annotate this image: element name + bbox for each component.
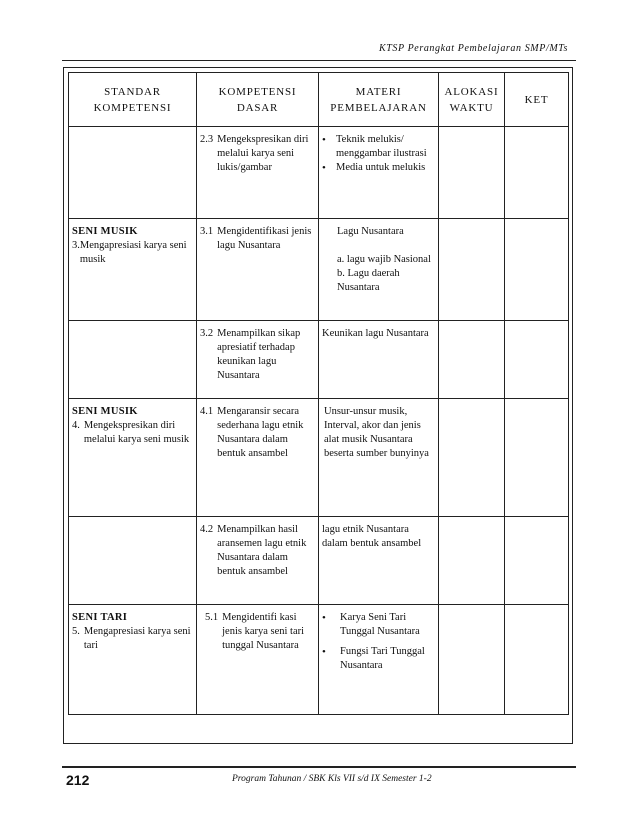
cell-kd bbox=[197, 605, 319, 715]
cell-sk bbox=[69, 605, 197, 715]
sk-text: Mengekspresikan diri melalui karya seni musik bbox=[83, 420, 190, 445]
cell-materi bbox=[319, 517, 439, 605]
kd-text: Mengidentifikasi jenis lagu Nusantara bbox=[217, 226, 312, 251]
cell-materi bbox=[319, 127, 439, 219]
kd-number: 3.2 bbox=[200, 328, 214, 339]
sk-text: Mengapresiasi karya seni musik bbox=[79, 240, 187, 265]
col-standar-line1: STANDAR bbox=[104, 85, 161, 98]
col-kompetensi-line1: KOMPETENSI bbox=[218, 85, 297, 98]
bullet-icon: • bbox=[322, 134, 326, 146]
cell-sk-empty bbox=[69, 321, 197, 399]
kd-number: 4.2 bbox=[200, 524, 214, 535]
table-row bbox=[69, 605, 569, 715]
running-header: KTSP Perangkat Pembelajaran SMP/MTs bbox=[378, 43, 568, 54]
sk-number: 3. bbox=[72, 240, 80, 251]
materi-item: b. Lagu daerah Nusantara bbox=[337, 268, 400, 293]
materi-item: Karya Seni Tari Tunggal Nusantara bbox=[340, 612, 420, 637]
kd-number: 3.1 bbox=[200, 226, 214, 237]
table-row bbox=[69, 127, 569, 219]
cell-materi bbox=[319, 399, 439, 517]
materi-heading: Lagu Nusantara bbox=[337, 226, 404, 237]
materi-item: Media untuk melukis bbox=[336, 162, 426, 173]
cell-kd bbox=[197, 517, 319, 605]
cell-alokasi bbox=[439, 127, 505, 219]
bullet-icon: • bbox=[322, 162, 326, 174]
col-kompetensi-dasar bbox=[197, 73, 319, 127]
materi-item: Teknik melukis/ menggambar ilustrasi bbox=[336, 134, 427, 159]
cell-materi bbox=[319, 321, 439, 399]
cell-kd bbox=[197, 219, 319, 321]
bullet-icon: • bbox=[322, 646, 326, 658]
cell-materi bbox=[319, 605, 439, 715]
cell-ket bbox=[505, 605, 569, 715]
col-alokasi-line2: WAKTU bbox=[449, 101, 494, 114]
list-item bbox=[322, 161, 434, 175]
table-row bbox=[69, 321, 569, 399]
kd-text: Menampilkan sikap apresiatif terhadap keunikan lagu Nusantara bbox=[217, 328, 301, 381]
cell-ket bbox=[505, 219, 569, 321]
table-row bbox=[69, 399, 569, 517]
sk-title: SENI MUSIK bbox=[72, 226, 138, 237]
cell-sk bbox=[69, 399, 197, 517]
list-item bbox=[322, 133, 434, 161]
materi-item: a. lagu wajib Nasional bbox=[337, 254, 431, 265]
table-row bbox=[69, 219, 569, 321]
col-materi-pembelajaran bbox=[319, 73, 439, 127]
cell-sk-empty bbox=[69, 127, 197, 219]
cell-ket bbox=[505, 517, 569, 605]
list-item bbox=[322, 645, 434, 673]
cell-sk bbox=[69, 219, 197, 321]
sk-text: Mengapresiasi karya seni tari bbox=[83, 626, 191, 651]
cell-ket bbox=[505, 399, 569, 517]
col-alokasi-line1: ALOKASI bbox=[444, 85, 499, 98]
col-standar-kompetensi bbox=[69, 73, 197, 127]
kd-number: 5.1 bbox=[205, 612, 219, 623]
kd-text: Mengidentifi kasi jenis karya seni tari tunggal Nusantara bbox=[222, 612, 305, 651]
cell-kd bbox=[197, 127, 319, 219]
sk-number: 4. bbox=[72, 420, 80, 431]
list-item bbox=[322, 611, 434, 639]
col-ket bbox=[505, 73, 569, 127]
header-rule bbox=[62, 60, 576, 61]
bullet-icon: • bbox=[322, 612, 326, 624]
col-standar-line2: KOMPETENSI bbox=[93, 101, 172, 114]
cell-ket bbox=[505, 321, 569, 399]
table-header-row bbox=[69, 73, 569, 127]
col-kompetensi-line2: DASAR bbox=[236, 101, 279, 114]
sk-title: SENI TARI bbox=[72, 612, 128, 623]
table-row bbox=[69, 517, 569, 605]
col-alokasi-waktu bbox=[439, 73, 505, 127]
col-materi-line1: MATERI bbox=[355, 85, 402, 98]
kd-text: Menampilkan hasil aransemen lagu etnik Nusantara dalam bentuk ansambel bbox=[217, 524, 307, 577]
kd-number: 2.3 bbox=[200, 134, 214, 145]
cell-alokasi bbox=[439, 399, 505, 517]
col-materi-line2: PEMBELAJARAN bbox=[330, 101, 427, 114]
materi-text: Keunikan lagu Nusantara bbox=[322, 328, 429, 339]
curriculum-table bbox=[68, 72, 569, 715]
cell-alokasi bbox=[439, 321, 505, 399]
cell-alokasi bbox=[439, 219, 505, 321]
kd-number: 4.1 bbox=[200, 406, 214, 417]
kd-text: Mengaransir secara sederhana lagu etnik Nusantara dalam bentuk ansambel bbox=[217, 406, 304, 459]
col-ket-label: KET bbox=[524, 93, 549, 106]
page-number: 212 bbox=[66, 772, 90, 788]
footer-rule bbox=[62, 766, 576, 768]
footer-program-text: Program Tahunan / SBK Kls VII s/d IX Semester 1-2 bbox=[232, 774, 432, 784]
cell-kd bbox=[197, 399, 319, 517]
sk-title: SENI MUSIK bbox=[72, 406, 138, 417]
materi-text: lagu etnik Nusantara dalam bentuk ansambel bbox=[322, 524, 422, 549]
cell-materi bbox=[319, 219, 439, 321]
materi-item: Fungsi Tari Tunggal Nusantara bbox=[340, 646, 425, 671]
cell-alokasi bbox=[439, 605, 505, 715]
sk-number: 5. bbox=[72, 626, 80, 637]
cell-kd bbox=[197, 321, 319, 399]
cell-sk-empty bbox=[69, 517, 197, 605]
materi-text: Unsur-unsur musik, Interval, akor dan jenis alat musik Nusantara beserta sumber bunyinya bbox=[324, 406, 429, 459]
cell-ket bbox=[505, 127, 569, 219]
cell-alokasi bbox=[439, 517, 505, 605]
kd-text: Mengekspresikan diri melalui karya seni lukis/gambar bbox=[217, 134, 309, 173]
